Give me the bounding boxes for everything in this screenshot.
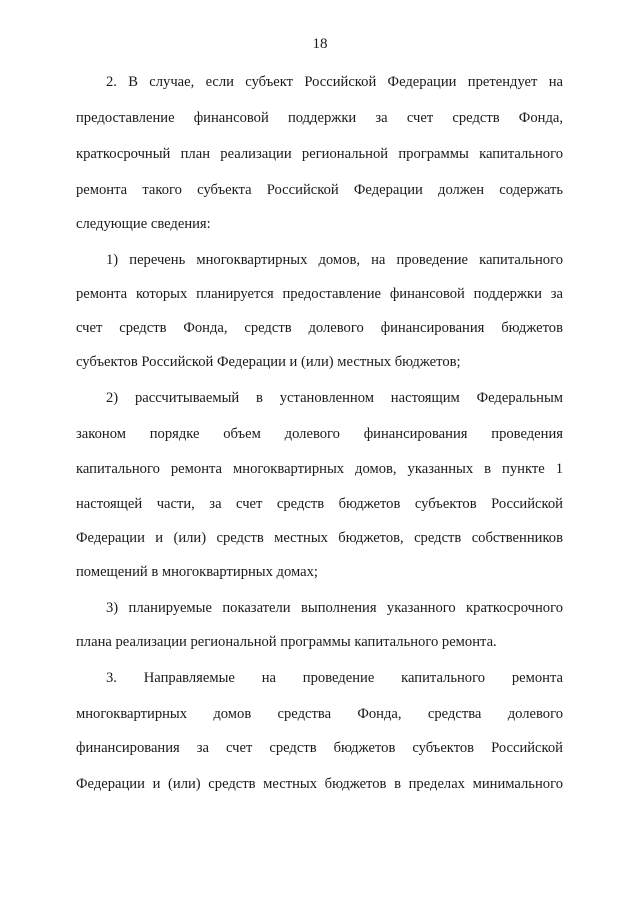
text-line: ремонта такого субъекта Российской Федерации должен содержать bbox=[76, 182, 563, 198]
text-line: финансирования за счет средств бюджетов субъектов Российской bbox=[76, 740, 563, 756]
text-line: 3) планируемые показатели выполнения указанного краткосрочного bbox=[106, 600, 563, 616]
text-line: 3. Направляемые на проведение капитального ремонта bbox=[106, 670, 563, 686]
text-line: настоящей части, за счет средств бюджетов субъектов Российской bbox=[76, 496, 563, 512]
text-line: 1) перечень многоквартирных домов, на проведение капитального bbox=[106, 252, 563, 268]
text-line: предоставление финансовой поддержки за счет средств Фонда, bbox=[76, 110, 563, 126]
text-line: ремонта которых планируется предоставление финансовой поддержки за bbox=[76, 286, 563, 302]
text-line: помещений в многоквартирных домах; bbox=[76, 564, 318, 580]
text-line: Федерации и (или) средств местных бюджетов в пределах минимального bbox=[76, 776, 563, 792]
text-line: капитального ремонта многоквартирных домов, указанных в пункте 1 bbox=[76, 461, 563, 477]
text-line: следующие сведения: bbox=[76, 216, 211, 232]
text-line: счет средств Фонда, средств долевого финансирования бюджетов bbox=[76, 320, 563, 336]
text-line: законом порядке объем долевого финансирования проведения bbox=[76, 426, 563, 442]
text-line: многоквартирных домов средства Фонда, средства долевого bbox=[76, 706, 563, 722]
text-line: 2) рассчитываемый в установленном настоящим Федеральным bbox=[106, 390, 563, 406]
page-number: 18 bbox=[312, 36, 328, 52]
text-line: Федерации и (или) средств местных бюджетов, средств собственников bbox=[76, 530, 563, 546]
text-line: субъектов Российской Федерации и (или) местных бюджетов; bbox=[76, 354, 461, 370]
text-line: плана реализации региональной программы капитального ремонта. bbox=[76, 634, 497, 650]
text-line: 2. В случае, если субъект Российской Федерации претендует на bbox=[106, 74, 563, 90]
text-line: краткосрочный план реализации региональной программы капитального bbox=[76, 146, 563, 162]
